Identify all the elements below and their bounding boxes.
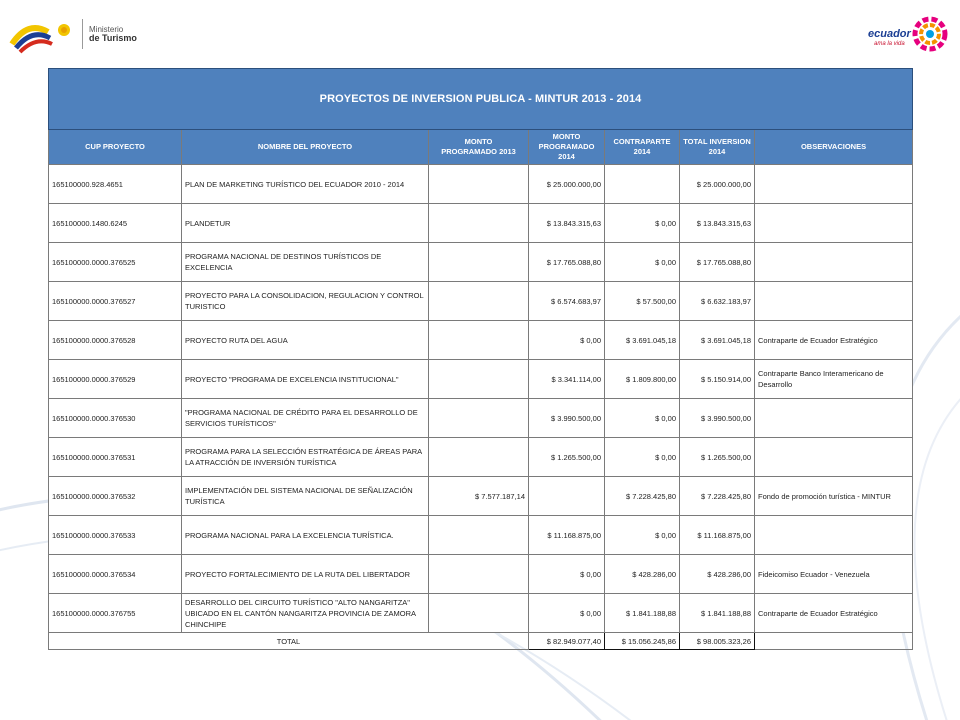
cell-cup: 165100000.0000.376529 — [49, 360, 182, 399]
cell-monto-2013 — [429, 321, 529, 360]
col-header-total-line1: TOTAL INVERSION — [683, 137, 751, 146]
col-header-monto-2014 — [529, 130, 605, 165]
cell-project-name: PROGRAMA NACIONAL DE DESTINOS TURÍSTICOS DE EXCELENCIA — [182, 243, 429, 282]
col-header-name: NOMBRE DEL PROYECTO — [182, 130, 429, 165]
cell-total-inversion: $ 11.168.875,00 — [680, 516, 755, 555]
cell-cup: 165100000.1480.6245 — [49, 204, 182, 243]
cell-cup: 165100000.0000.376525 — [49, 243, 182, 282]
cell-project-name: PROGRAMA PARA LA SELECCIÓN ESTRATÉGICA DE ÁREAS PARA LA ATRACCIÓN DE INVERSIÓN TURÍSTICA — [182, 438, 429, 477]
cell-observaciones — [755, 438, 913, 477]
cell-observaciones — [755, 243, 913, 282]
cell-monto-2013 — [429, 243, 529, 282]
cell-project-name: PLANDETUR — [182, 204, 429, 243]
col-header-observaciones: OBSERVACIONES — [755, 130, 913, 165]
cell-total-inversion: $ 17.765.088,80 — [680, 243, 755, 282]
ministerio-logo-line2: de Turismo — [89, 33, 137, 43]
table-body — [49, 165, 913, 633]
table-header-row — [49, 130, 913, 165]
ministerio-logo-text — [89, 25, 137, 43]
cell-monto-2014: $ 17.765.088,80 — [529, 243, 605, 282]
cell-contraparte: $ 0,00 — [605, 516, 680, 555]
total-monto-2014: $ 82.949.077,40 — [529, 633, 605, 650]
cell-monto-2014: $ 6.574.683,97 — [529, 282, 605, 321]
cell-contraparte: $ 1.809.800,00 — [605, 360, 680, 399]
cell-total-inversion: $ 3.691.045,18 — [680, 321, 755, 360]
cell-total-inversion: $ 6.632.183,97 — [680, 282, 755, 321]
total-row — [49, 633, 913, 650]
cell-cup: 165100000.0000.376527 — [49, 282, 182, 321]
table-row — [49, 477, 913, 516]
cell-monto-2013 — [429, 594, 529, 633]
cell-observaciones: Contraparte de Ecuador Estratégico — [755, 321, 913, 360]
cell-total-inversion: $ 3.990.500,00 — [680, 399, 755, 438]
cell-monto-2014: $ 0,00 — [529, 594, 605, 633]
table-row — [49, 438, 913, 477]
cell-project-name: PROYECTO "PROGRAMA DE EXCELENCIA INSTITUCIONAL" — [182, 360, 429, 399]
table-row — [49, 165, 913, 204]
cell-monto-2014: $ 3.990.500,00 — [529, 399, 605, 438]
cell-observaciones — [755, 204, 913, 243]
col-header-total-line2: 2014 — [708, 147, 726, 156]
cell-monto-2013: $ 7.577.187,14 — [429, 477, 529, 516]
cell-total-inversion: $ 1.841.188,88 — [680, 594, 755, 633]
cell-monto-2014: $ 0,00 — [529, 555, 605, 594]
cell-project-name: "PROGRAMA NACIONAL DE CRÉDITO PARA EL DESARROLLO DE SERVICIOS TURÍSTICOS" — [182, 399, 429, 438]
cell-contraparte: $ 7.228.425,80 — [605, 477, 680, 516]
investment-table-container — [48, 68, 912, 650]
cell-total-inversion: $ 1.265.500,00 — [680, 438, 755, 477]
cell-monto-2014 — [529, 477, 605, 516]
ecuador-logo-word: ecuador — [868, 28, 911, 40]
ecuador-sun-icon — [912, 12, 948, 56]
ministerio-turismo-logo — [8, 14, 137, 54]
cell-project-name: DESARROLLO DEL CIRCUITO TURÍSTICO "ALTO NANGARITZA" UBICADO EN EL CANTÓN NANGARITZA PROVINCIA DE ZAMORA CHINCHIPE — [182, 594, 429, 633]
ministerio-logo-mark-icon — [8, 14, 78, 54]
cell-contraparte: $ 0,00 — [605, 243, 680, 282]
cell-monto-2013 — [429, 204, 529, 243]
cell-contraparte: $ 428.286,00 — [605, 555, 680, 594]
cell-cup: 165100000.0000.376533 — [49, 516, 182, 555]
table-title: PROYECTOS DE INVERSION PUBLICA - MINTUR 2013 - 2014 — [49, 69, 913, 130]
table-row — [49, 516, 913, 555]
cell-observaciones: Contraparte de Ecuador Estratégico — [755, 594, 913, 633]
cell-monto-2014: $ 25.000.000,00 — [529, 165, 605, 204]
cell-observaciones — [755, 399, 913, 438]
ecuador-ama-la-vida-logo — [868, 12, 948, 62]
cell-contraparte: $ 1.841.188,88 — [605, 594, 680, 633]
cell-monto-2014: $ 0,00 — [529, 321, 605, 360]
total-inversion: $ 98.005.323,26 — [680, 633, 755, 650]
cell-contraparte: $ 0,00 — [605, 204, 680, 243]
cell-project-name: PLAN DE MARKETING TURÍSTICO DEL ECUADOR 2010 - 2014 — [182, 165, 429, 204]
col-header-monto-2014-line1: MONTO — [552, 132, 581, 141]
total-contraparte: $ 15.056.245,86 — [605, 633, 680, 650]
cell-monto-2013 — [429, 438, 529, 477]
cell-contraparte: $ 57.500,00 — [605, 282, 680, 321]
investment-projects-table — [48, 68, 913, 650]
cell-monto-2014: $ 3.341.114,00 — [529, 360, 605, 399]
col-header-monto-2013 — [429, 130, 529, 165]
cell-observaciones — [755, 165, 913, 204]
cell-cup: 165100000.0000.376531 — [49, 438, 182, 477]
cell-monto-2014: $ 11.168.875,00 — [529, 516, 605, 555]
cell-cup: 165100000.928.4651 — [49, 165, 182, 204]
col-header-monto-2013-line2: PROGRAMADO 2013 — [441, 147, 516, 156]
table-row — [49, 555, 913, 594]
cell-project-name: IMPLEMENTACIÓN DEL SISTEMA NACIONAL DE SEÑALIZACIÓN TURÍSTICA — [182, 477, 429, 516]
cell-total-inversion: $ 7.228.425,80 — [680, 477, 755, 516]
col-header-monto-2013-line1: MONTO — [464, 137, 493, 146]
cell-contraparte: $ 0,00 — [605, 399, 680, 438]
table-row — [49, 594, 913, 633]
col-header-cup: CUP PROYECTO — [49, 130, 182, 165]
cell-total-inversion: $ 25.000.000,00 — [680, 165, 755, 204]
cell-monto-2013 — [429, 165, 529, 204]
cell-monto-2014: $ 13.843.315,63 — [529, 204, 605, 243]
total-observaciones — [755, 633, 913, 650]
cell-total-inversion: $ 5.150.914,00 — [680, 360, 755, 399]
table-row — [49, 360, 913, 399]
table-row — [49, 321, 913, 360]
cell-observaciones — [755, 516, 913, 555]
cell-observaciones — [755, 282, 913, 321]
col-header-contraparte: CONTRAPARTE 2014 — [605, 130, 680, 165]
cell-monto-2014: $ 1.265.500,00 — [529, 438, 605, 477]
ecuador-logo-tagline: ama la vida — [874, 41, 905, 47]
cell-cup: 165100000.0000.376755 — [49, 594, 182, 633]
cell-cup: 165100000.0000.376534 — [49, 555, 182, 594]
cell-monto-2013 — [429, 555, 529, 594]
ministerio-logo-line1: Ministerio — [89, 25, 124, 34]
cell-project-name: PROGRAMA NACIONAL PARA LA EXCELENCIA TURÍSTICA. — [182, 516, 429, 555]
cell-cup: 165100000.0000.376530 — [49, 399, 182, 438]
cell-project-name: PROYECTO PARA LA CONSOLIDACION, REGULACION Y CONTROL TURISTICO — [182, 282, 429, 321]
cell-contraparte — [605, 165, 680, 204]
table-row — [49, 204, 913, 243]
cell-total-inversion: $ 13.843.315,63 — [680, 204, 755, 243]
cell-contraparte: $ 3.691.045,18 — [605, 321, 680, 360]
table-row — [49, 399, 913, 438]
cell-cup: 165100000.0000.376532 — [49, 477, 182, 516]
cell-project-name: PROYECTO RUTA DEL AGUA — [182, 321, 429, 360]
cell-observaciones: Contraparte Banco Interamericano de Desarrollo — [755, 360, 913, 399]
cell-monto-2013 — [429, 360, 529, 399]
col-header-total-inversion — [680, 130, 755, 165]
total-label: TOTAL — [49, 633, 529, 650]
col-header-monto-2014-line2: PROGRAMADO 2014 — [538, 142, 595, 161]
cell-total-inversion: $ 428.286,00 — [680, 555, 755, 594]
table-row — [49, 243, 913, 282]
cell-project-name: PROYECTO FORTALECIMIENTO DE LA RUTA DEL LIBERTADOR — [182, 555, 429, 594]
cell-observaciones: Fideicomiso Ecuador - Venezuela — [755, 555, 913, 594]
logo-divider — [82, 19, 83, 49]
cell-monto-2013 — [429, 399, 529, 438]
cell-contraparte: $ 0,00 — [605, 438, 680, 477]
cell-monto-2013 — [429, 516, 529, 555]
cell-monto-2013 — [429, 282, 529, 321]
cell-observaciones: Fondo de promoción turística - MINTUR — [755, 477, 913, 516]
table-row — [49, 282, 913, 321]
cell-cup: 165100000.0000.376528 — [49, 321, 182, 360]
